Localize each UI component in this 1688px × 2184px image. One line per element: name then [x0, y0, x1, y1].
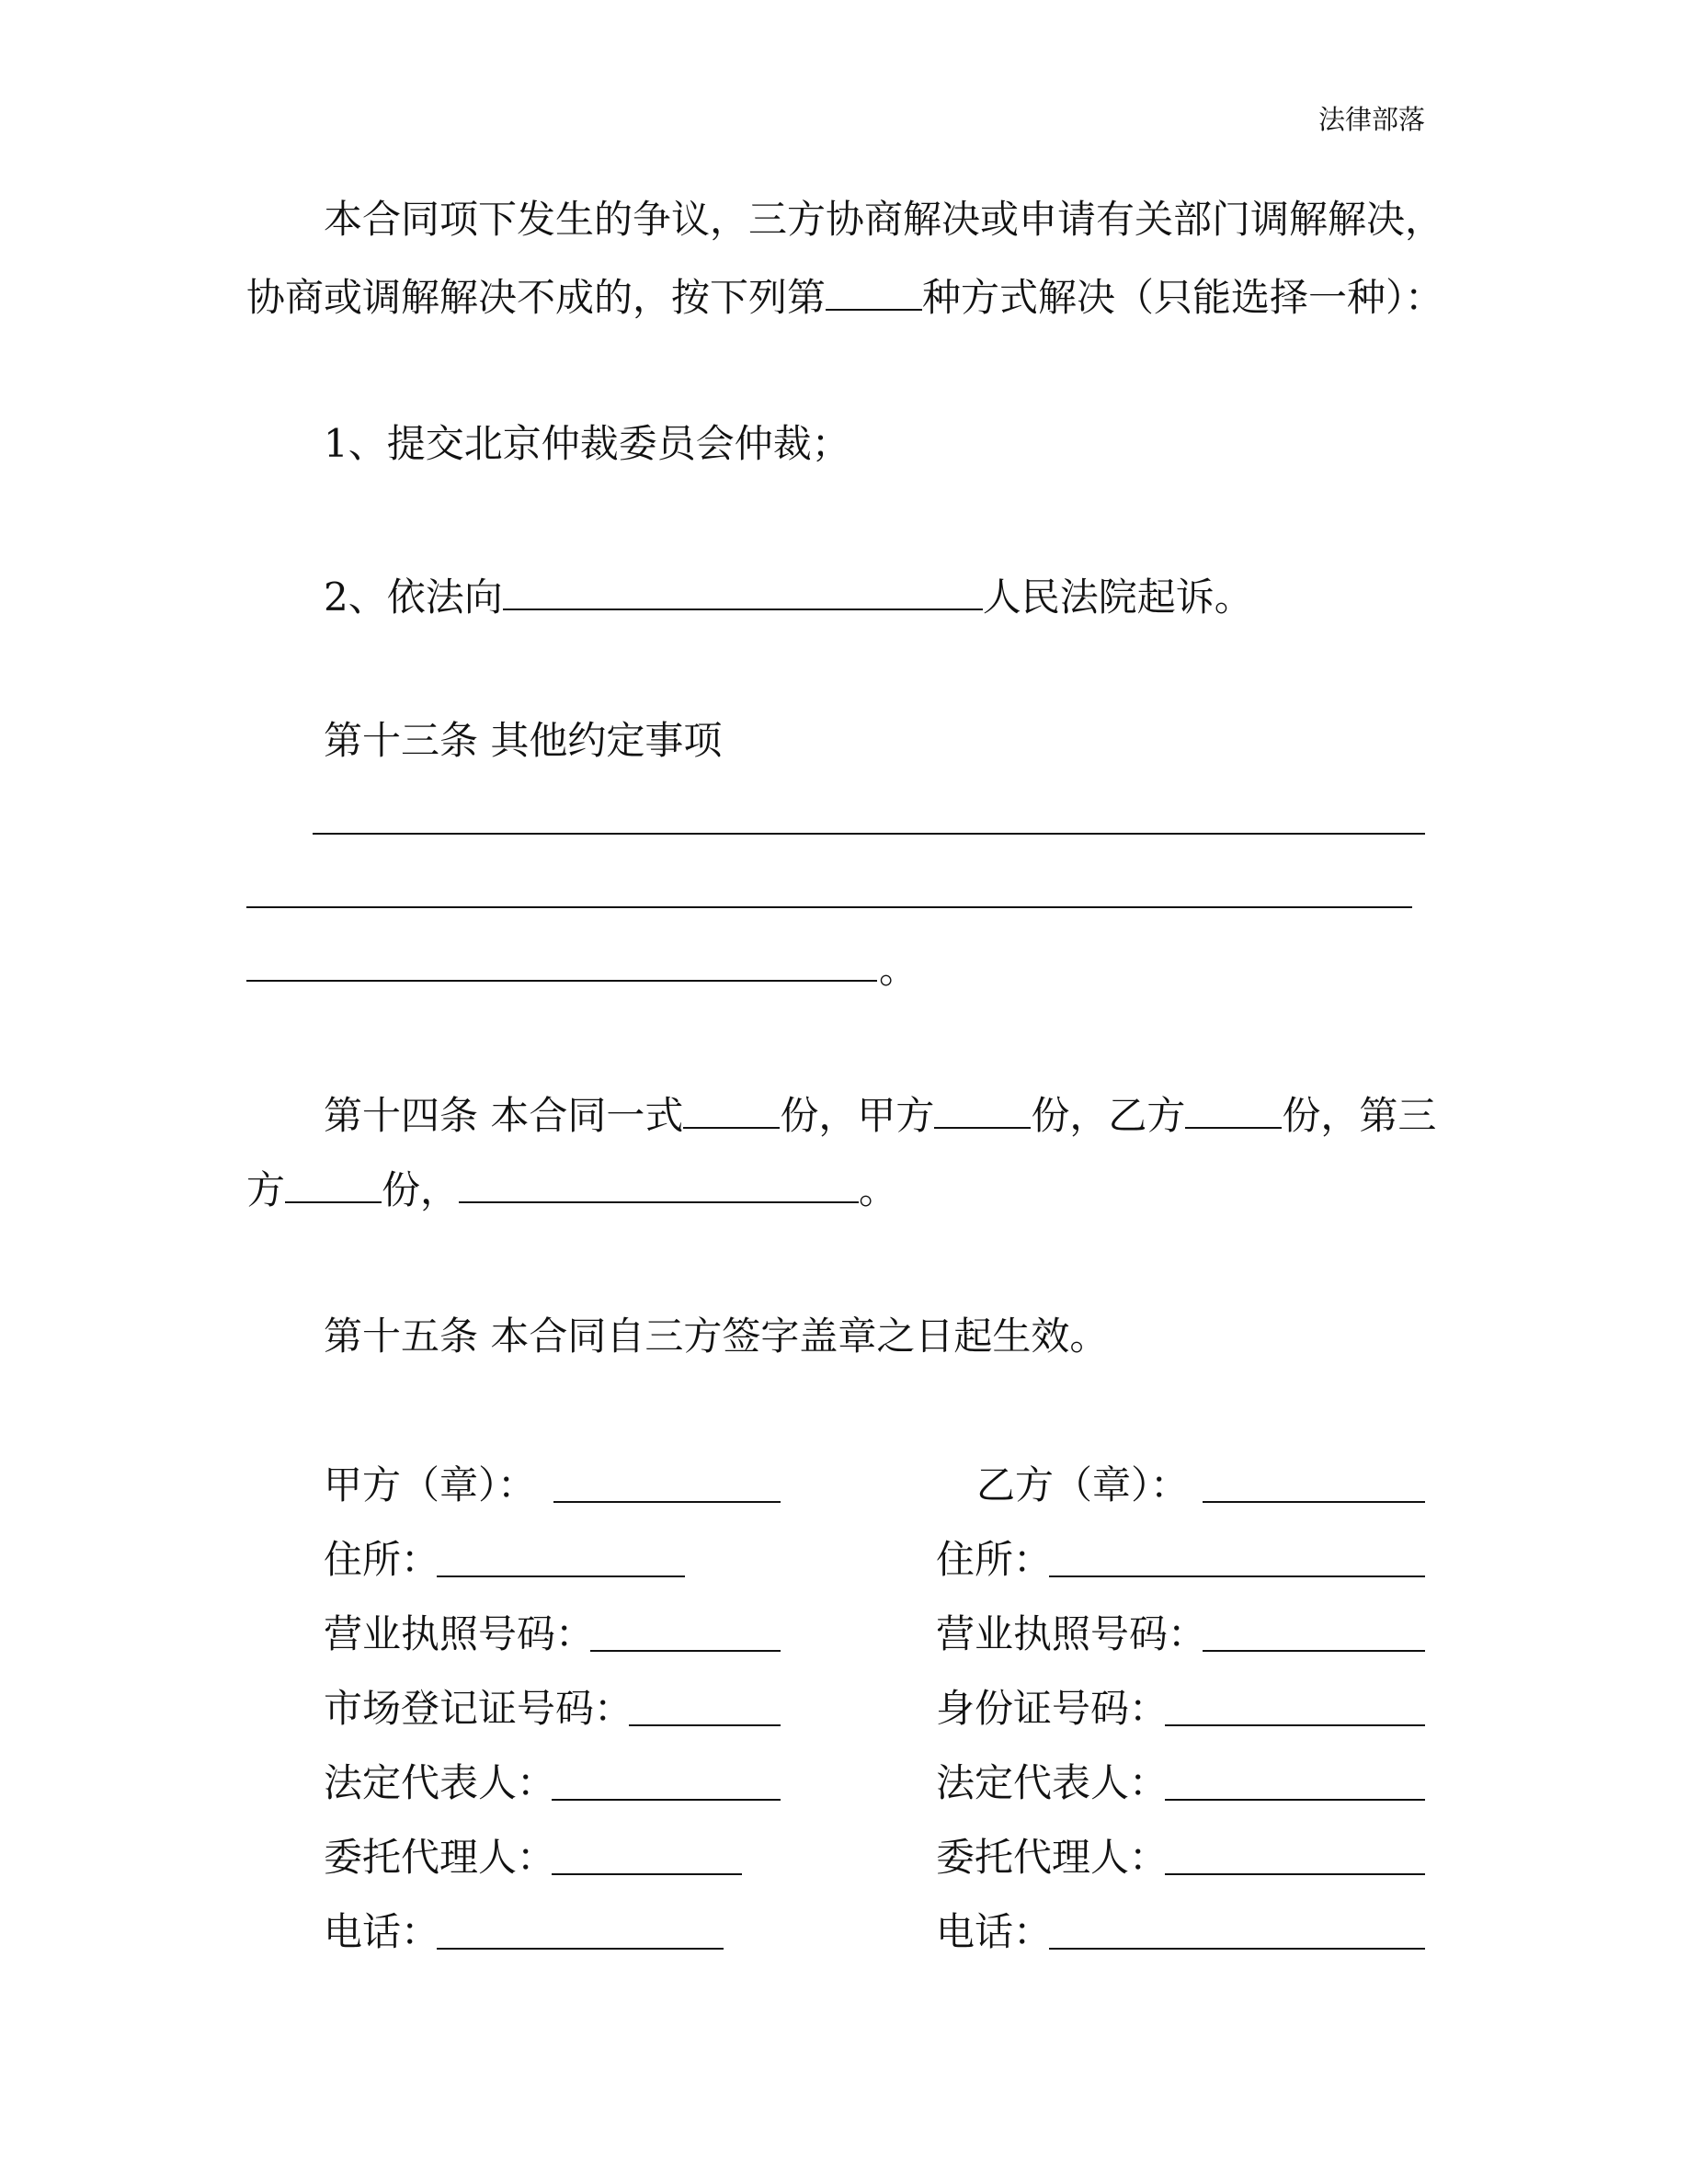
dispute-line-2-b: 种方式解决（只能选择一种）：: [922, 275, 1444, 320]
party-a-market-reg-label: 市场登记证号码：: [324, 1686, 633, 1731]
article-14-text: 份，第三: [1282, 1093, 1437, 1138]
party-a-seal-row: [324, 1462, 783, 1508]
party-b-agent-row: [936, 1835, 1427, 1881]
party-a-license-label: 营业执照号码：: [324, 1611, 595, 1656]
other-terms-line-1[interactable]: [313, 833, 1425, 835]
party-b-agent-blank[interactable]: [1165, 1873, 1425, 1875]
party-a-phone-row: [324, 1909, 783, 1955]
other-terms-line-2[interactable]: [246, 906, 1412, 908]
total-copies-blank[interactable]: [683, 1090, 780, 1129]
party-a-address-row: [324, 1537, 783, 1583]
party-a-license-row: [324, 1611, 783, 1657]
party-b-license-row: [936, 1611, 1427, 1657]
party-a-legal-rep-row: [324, 1760, 783, 1806]
party-b-id-label: 身份证号码：: [936, 1686, 1169, 1731]
party-a-copies-blank[interactable]: [934, 1090, 1031, 1129]
option-2-a: 2、依法向: [324, 574, 503, 620]
copies-note-blank[interactable]: [459, 1165, 859, 1203]
article-14-text: 。: [859, 1167, 898, 1212]
party-b-copies-blank[interactable]: [1185, 1090, 1282, 1129]
party-a-phone-label: 电话：: [324, 1909, 440, 1954]
party-a-agent-blank[interactable]: [552, 1873, 742, 1875]
party-b-address-row: [936, 1537, 1427, 1583]
party-a-phone-blank[interactable]: [437, 1948, 724, 1950]
party-a-address-label: 住所：: [324, 1537, 440, 1582]
article-14-text: 方: [246, 1167, 286, 1212]
method-number-blank[interactable]: [826, 272, 922, 311]
party-a-license-blank[interactable]: [590, 1650, 781, 1652]
party-b-phone-row: [936, 1909, 1427, 1955]
party-b-license-blank[interactable]: [1203, 1650, 1425, 1652]
article-13-title: 第十三条 其他约定事项: [324, 718, 723, 763]
party-b-phone-label: 电话：: [936, 1909, 1053, 1954]
option-2: [324, 572, 1253, 620]
party-a-seal-blank[interactable]: [553, 1501, 781, 1503]
party-b-address-blank[interactable]: [1049, 1575, 1425, 1577]
party-b-legal-rep-blank[interactable]: [1165, 1799, 1425, 1801]
party-b-id-blank[interactable]: [1165, 1724, 1425, 1726]
party-c-copies-blank[interactable]: [285, 1165, 382, 1203]
party-a-seal-label: 甲方（章）：: [324, 1462, 537, 1507]
party-a-market-reg-row: [324, 1686, 783, 1732]
court-name-blank[interactable]: [503, 572, 983, 610]
party-b-seal-blank[interactable]: [1203, 1501, 1425, 1503]
article-14-text: 份，: [382, 1167, 460, 1212]
dispute-line-2-a: 协商或调解解决不成的，按下列第: [246, 275, 827, 320]
other-terms-line-3[interactable]: [246, 980, 877, 982]
party-b-legal-rep-row: [936, 1760, 1427, 1806]
option-2-b: 人民法院起诉。: [982, 574, 1253, 620]
party-a-address-blank[interactable]: [437, 1575, 685, 1577]
party-b-address-label: 住所：: [936, 1537, 1053, 1582]
article-14-line-2: [246, 1165, 897, 1213]
party-b-legal-rep-label: 法定代表人：: [936, 1760, 1169, 1805]
party-a-legal-rep-blank[interactable]: [552, 1799, 781, 1801]
party-b-phone-blank[interactable]: [1049, 1948, 1425, 1950]
header-brand: 法律部落: [1317, 104, 1425, 135]
party-b-agent-label: 委托代理人：: [936, 1835, 1169, 1880]
party-b-seal-label: 乙方（章）：: [976, 1462, 1190, 1507]
dispute-line-1: 本合同项下发生的争议，三方协商解决或申请有关部门调解解决，: [324, 197, 1444, 242]
article-14-text: 份，甲方: [780, 1093, 935, 1138]
party-b-id-row: [936, 1686, 1427, 1732]
party-a-agent-row: [324, 1835, 783, 1881]
dispute-line-2: [246, 272, 1443, 321]
option-1: 1、提交北京仲裁委员会仲裁；: [324, 421, 850, 466]
party-b-license-label: 营业执照号码：: [936, 1611, 1207, 1656]
article-14-text: 第十四条 本合同一式: [324, 1093, 684, 1138]
article-15: 第十五条 本合同自三方签字盖章之日起生效。: [324, 1314, 1109, 1359]
article-14-line-1: [324, 1090, 1436, 1139]
party-b-seal-row: [976, 1462, 1427, 1508]
party-a-agent-label: 委托代理人：: [324, 1835, 556, 1880]
party-a-legal-rep-label: 法定代表人：: [324, 1760, 556, 1805]
party-a-market-reg-blank[interactable]: [629, 1724, 781, 1726]
article-14-text: 份，乙方: [1031, 1093, 1186, 1138]
other-terms-end: 。: [879, 947, 918, 992]
